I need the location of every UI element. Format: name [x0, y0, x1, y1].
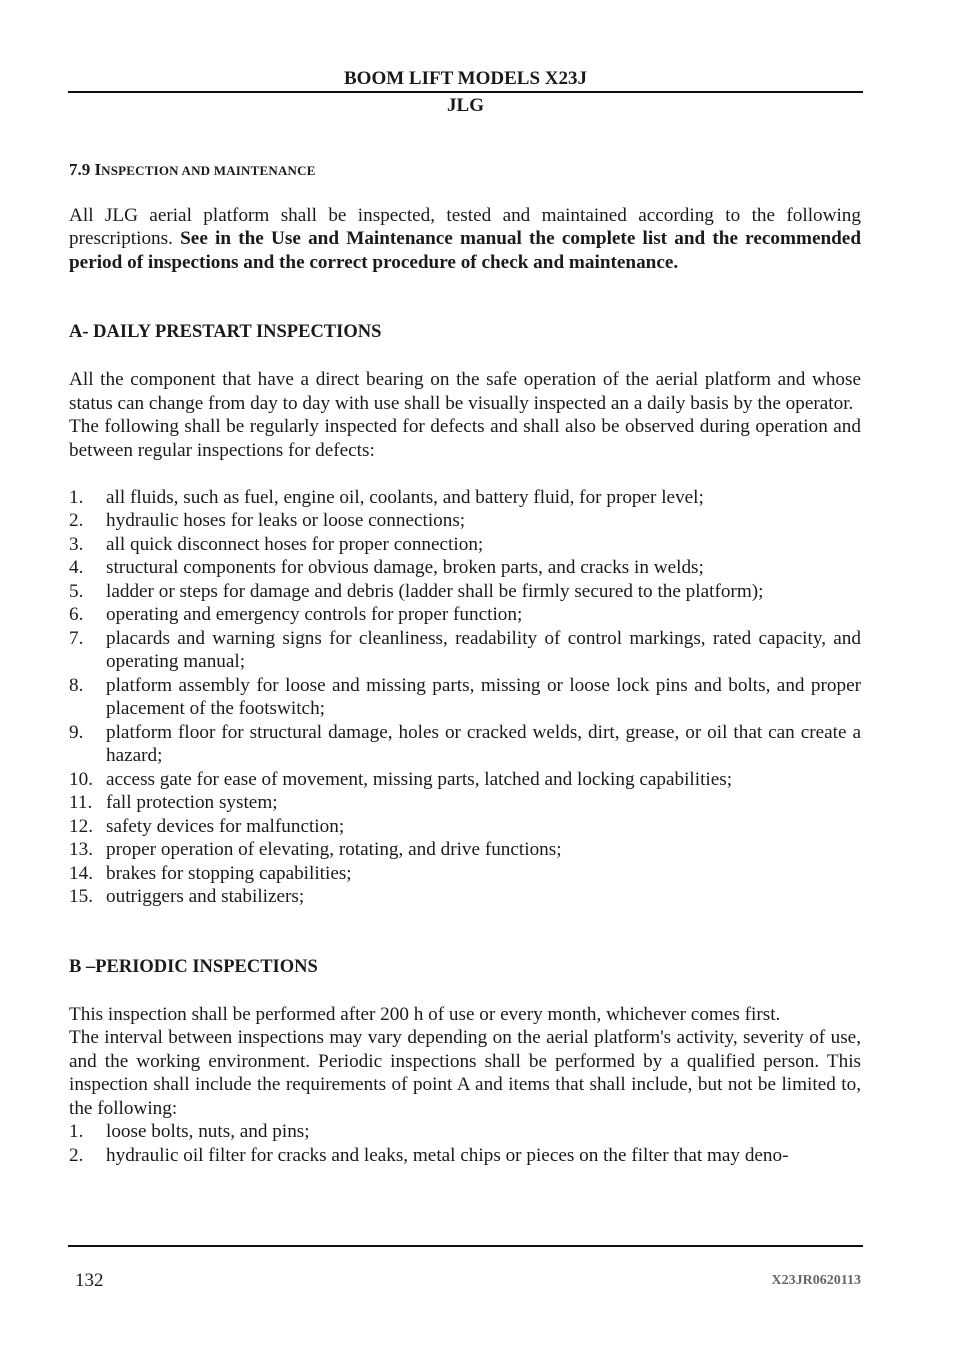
- periodic-paragraph-2: The interval between inspections may vary depending on the aerial platform's activity, severity of use, and the working environment. Periodic inspections shall be performed by a qualified person. This inspection shall include the requirements of point A and items that shall include, but not be limited to, the following:: [69, 1027, 861, 1119]
- section-number: 7.9: [69, 160, 91, 179]
- list-item: [69, 862, 861, 886]
- header-brand: JLG: [447, 95, 484, 116]
- daily-paragraph-1: All the component that have a direct bearing on the safe operation of the aerial platform and whose status can change from day to day with use shall be visually inspected an a daily basis by the operator.: [69, 369, 861, 414]
- item-text: loose bolts, nuts, and pins;: [106, 1121, 310, 1142]
- item-number: 4.: [69, 557, 84, 578]
- item-text: ladder or steps for damage and debris (ladder shall be firmly secured to the platform);: [106, 580, 764, 602]
- list-item: [69, 768, 861, 792]
- item-text: operating and emergency controls for proper function;: [106, 604, 523, 625]
- list-item: [69, 486, 861, 510]
- item-number: 15.: [69, 886, 93, 907]
- section-title-rest: NSPECTION AND MAINTENANCE: [101, 163, 316, 178]
- list-item: [69, 603, 861, 627]
- daily-paragraph-2: The following shall be regularly inspected for defects and shall also be observed during operation and between regular inspections for defects:: [69, 416, 861, 461]
- list-item: [69, 838, 861, 862]
- intro-paragraph: [69, 204, 861, 275]
- item-text: hydraulic hoses for leaks or loose connections;: [106, 510, 466, 531]
- list-item: [69, 533, 861, 557]
- spacer: [69, 909, 861, 956]
- item-number: 10.: [69, 768, 93, 790]
- page-number: 132: [75, 1270, 104, 1291]
- daily-inspections-heading: A- DAILY PRESTART INSPECTIONS: [69, 322, 382, 342]
- list-item: [69, 815, 861, 839]
- spacer: [69, 180, 861, 204]
- spacer: [69, 345, 861, 369]
- item-number: 12.: [69, 815, 93, 837]
- item-text: access gate for ease of movement, missing parts, latched and locking capabilities;: [106, 768, 733, 790]
- periodic-inspection-list: [69, 1120, 861, 1167]
- item-number: 11.: [69, 792, 93, 813]
- item-text: outriggers and stabilizers;: [106, 886, 305, 907]
- item-text: all quick disconnect hoses for proper connection;: [106, 533, 484, 555]
- intro-bold-text: See in the Use and Maintenance manual the complete list and the recommended period of inspections and the correct procedure of check and maintenance.: [69, 228, 861, 273]
- list-item: [69, 509, 861, 533]
- item-text: fall protection system;: [106, 792, 278, 813]
- spacer: [69, 462, 861, 486]
- item-number: 5.: [69, 580, 84, 602]
- item-text: brakes for stopping capabilities;: [106, 862, 352, 884]
- list-item: [69, 556, 861, 580]
- item-text: platform assembly for loose and missing parts, missing or loose lock pins and bolts, and proper placement of the footswitch;: [106, 674, 861, 719]
- document-code: X23JR0620113: [771, 1273, 861, 1288]
- item-text: proper operation of elevating, rotating, and drive functions;: [106, 839, 562, 860]
- item-text: placards and warning signs for cleanliness, readability of control markings, rated capacity, and operating manual;: [106, 627, 861, 672]
- section-title-initial: I: [94, 160, 102, 179]
- item-number: 1.: [69, 486, 84, 508]
- intro-plain-text: All JLG aerial platform shall be inspected, tested and maintained according to the following prescriptions.: [69, 204, 861, 249]
- item-text: platform floor for structural damage, holes or cracked welds, dirt, grease, or oil that can create a hazard;: [106, 721, 861, 766]
- spacer: [69, 979, 861, 1003]
- item-number: 3.: [69, 533, 84, 555]
- item-text: hydraulic oil filter for cracks and leaks, metal chips or pieces on the filter that may deno-: [106, 1144, 789, 1166]
- item-text: structural components for obvious damage, broken parts, and cracks in welds;: [106, 557, 704, 578]
- list-item: [69, 674, 861, 721]
- item-number: 13.: [69, 839, 93, 860]
- page-content: [69, 158, 861, 1167]
- section-heading: [69, 158, 861, 180]
- item-number: 14.: [69, 862, 93, 884]
- item-number: 9.: [69, 721, 84, 743]
- item-number: 8.: [69, 674, 84, 696]
- item-number: 6.: [69, 604, 84, 625]
- header-rule: [68, 91, 863, 93]
- list-item: [69, 721, 861, 768]
- periodic-inspections-heading: B –PERIODIC INSPECTIONS: [69, 956, 318, 977]
- item-text: safety devices for malfunction;: [106, 815, 345, 837]
- header-title: BOOM LIFT MODELS X23J: [344, 68, 587, 89]
- daily-inspection-list: [69, 486, 861, 909]
- footer-rule: [68, 1245, 863, 1247]
- list-item: [69, 791, 861, 815]
- item-number: 1.: [69, 1121, 84, 1142]
- spacer: [69, 274, 861, 321]
- list-item: [69, 1144, 861, 1168]
- item-number: 2.: [69, 510, 84, 531]
- item-number: 7.: [69, 627, 84, 649]
- list-item: [69, 627, 861, 674]
- list-item: [69, 885, 861, 909]
- item-text: all fluids, such as fuel, engine oil, coolants, and battery fluid, for proper level;: [106, 486, 704, 508]
- periodic-paragraph-1: This inspection shall be performed after 200 h of use or every month, whichever comes first.: [69, 1003, 781, 1025]
- list-item: [69, 1120, 861, 1144]
- item-number: 2.: [69, 1144, 84, 1166]
- list-item: [69, 580, 861, 604]
